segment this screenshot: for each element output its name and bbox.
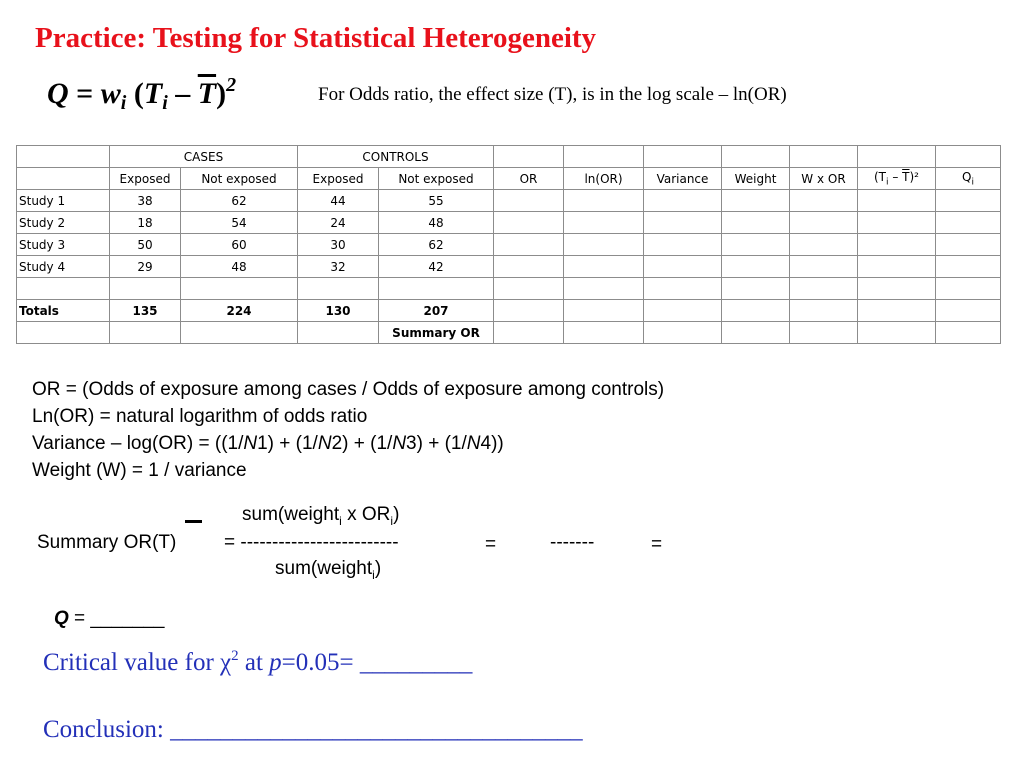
table-cell	[110, 278, 181, 300]
definition-weight: Weight (W) = 1 / variance	[32, 460, 247, 481]
q-blank: = _______	[68, 608, 165, 629]
table-cell	[494, 212, 564, 234]
numerator-sub: i	[339, 513, 342, 528]
col-header: ln(OR)	[564, 168, 644, 190]
summary-dashes: -------	[550, 532, 595, 553]
ti-sub: i	[886, 177, 889, 188]
table-cell: 32	[298, 256, 379, 278]
critical-p: p	[269, 649, 282, 676]
table-cell	[722, 190, 790, 212]
variance-part: 3) + (1/	[406, 433, 467, 454]
table-cell: 48	[181, 256, 298, 278]
table-cell: 24	[298, 212, 379, 234]
table-cell	[564, 322, 644, 344]
table-cell	[858, 212, 936, 234]
summary-denominator	[275, 558, 381, 582]
summary-or-label-text	[37, 532, 176, 554]
table-cell	[722, 256, 790, 278]
table-cell: 18	[110, 212, 181, 234]
table-cell	[644, 278, 722, 300]
summary-label: Summary OR(	[37, 532, 159, 553]
row-label: Study 2	[17, 212, 110, 234]
table-cell	[936, 190, 1001, 212]
summary-or-label: Summary OR	[379, 322, 494, 344]
table-cell	[564, 234, 644, 256]
col-header: OR	[494, 168, 564, 190]
summary-equals-1: =	[485, 534, 497, 555]
critical-text: Critical value for χ	[43, 649, 232, 676]
table-cell	[564, 212, 644, 234]
formula-exp: 2	[226, 74, 237, 96]
table-cell	[644, 322, 722, 344]
critical-sup: 2	[231, 648, 239, 664]
col-header: Variance	[644, 168, 722, 190]
table-cell	[858, 322, 936, 344]
critical-text: at	[238, 649, 270, 676]
formula-t-bar: $\overline{T}$	[197, 77, 217, 110]
summary-fraction-line: = -------------------------	[224, 532, 399, 553]
controls-header: CONTROLS	[298, 146, 494, 168]
table-row	[17, 190, 1001, 212]
ti-close: )²	[909, 169, 919, 184]
table-cell	[936, 278, 1001, 300]
variance-part: 4))	[480, 433, 504, 454]
table-cell	[936, 234, 1001, 256]
table-cell	[722, 234, 790, 256]
table-cell	[722, 146, 790, 168]
col-header: Not exposed	[181, 168, 298, 190]
col-header-ti	[858, 168, 936, 190]
table-cell	[644, 234, 722, 256]
table-cell	[858, 234, 936, 256]
table-cell	[181, 278, 298, 300]
formula-minus: –	[167, 77, 198, 110]
denominator-text: sum(weight	[275, 558, 373, 579]
table-cell	[858, 190, 936, 212]
q-answer-line	[54, 608, 164, 630]
table-cell	[722, 212, 790, 234]
table-cell: 30	[298, 234, 379, 256]
table-cell	[564, 278, 644, 300]
table-cell	[564, 146, 644, 168]
formula-t: T	[143, 77, 163, 110]
column-header-row	[17, 168, 1001, 190]
empty-row	[17, 278, 1001, 300]
table-cell	[564, 256, 644, 278]
formula-close: )	[216, 77, 227, 110]
table-cell	[494, 300, 564, 322]
summary-row	[17, 322, 1001, 344]
table-cell	[17, 278, 110, 300]
table-cell	[790, 234, 858, 256]
formula-open: (	[126, 77, 144, 110]
table-cell	[790, 146, 858, 168]
ti-bar: $\overline{T}$	[902, 169, 910, 184]
row-label: Study 4	[17, 256, 110, 278]
numerator-text: sum(weight	[242, 504, 340, 525]
table-cell	[494, 234, 564, 256]
formula-equals: =	[68, 77, 101, 110]
table-cell	[936, 212, 1001, 234]
table-cell: 130	[298, 300, 379, 322]
col-header: Exposed	[298, 168, 379, 190]
table-cell	[17, 146, 110, 168]
table-cell	[790, 300, 858, 322]
variance-part: 2) + (1/	[331, 433, 393, 454]
summary-numerator	[242, 504, 399, 528]
q-formula	[47, 74, 236, 115]
numerator-text: )	[393, 504, 400, 525]
table-cell: 55	[379, 190, 494, 212]
table-cell	[936, 256, 1001, 278]
variance-part: 1) + (1/	[257, 433, 318, 454]
table-cell: 54	[181, 212, 298, 234]
table-cell: 44	[298, 190, 379, 212]
table-cell	[644, 300, 722, 322]
table-cell: 62	[181, 190, 298, 212]
critical-text: =0.05= _________	[281, 649, 473, 676]
table-cell	[790, 256, 858, 278]
table-cell	[298, 278, 379, 300]
totals-label: Totals	[17, 300, 110, 322]
table-cell	[858, 300, 936, 322]
table-cell	[17, 168, 110, 190]
col-header: Not exposed	[379, 168, 494, 190]
numerator-text: x OR	[341, 504, 391, 525]
effect-size-note: For Odds ratio, the effect size (T), is in the log scale – ln(OR)	[318, 84, 787, 105]
table-cell	[858, 256, 936, 278]
table-cell	[644, 256, 722, 278]
table-cell: 224	[181, 300, 298, 322]
table-cell	[17, 322, 110, 344]
definition-ln-or: Ln(OR) = natural logarithm of odds ratio	[32, 406, 368, 427]
table-cell	[181, 322, 298, 344]
formula-q: Q	[47, 77, 69, 110]
table-row	[17, 212, 1001, 234]
table-cell	[494, 256, 564, 278]
definitions	[32, 376, 664, 484]
table-row	[17, 234, 1001, 256]
col-header: Exposed	[110, 168, 181, 190]
table-cell	[722, 300, 790, 322]
ti-open: (T	[873, 169, 886, 184]
qi-q: Q	[962, 169, 972, 184]
formula-sub-i-2: i	[162, 92, 168, 114]
table-cell	[936, 300, 1001, 322]
table-cell	[110, 322, 181, 344]
table-cell: 60	[181, 234, 298, 256]
col-header: Weight	[722, 168, 790, 190]
table-cell	[936, 146, 1001, 168]
table-cell	[494, 146, 564, 168]
table-cell	[790, 212, 858, 234]
table-cell: 50	[110, 234, 181, 256]
variance-n: N	[243, 433, 258, 454]
table-cell: 62	[379, 234, 494, 256]
table-cell: 29	[110, 256, 181, 278]
ti-mid: –	[888, 169, 903, 184]
table-cell	[564, 300, 644, 322]
table-cell	[494, 322, 564, 344]
table-cell	[644, 146, 722, 168]
table-cell: 42	[379, 256, 494, 278]
table-cell	[644, 190, 722, 212]
table-cell	[494, 278, 564, 300]
table-cell: 135	[110, 300, 181, 322]
table-cell	[858, 146, 936, 168]
conclusion-line: Conclusion: _________________________________	[43, 716, 583, 743]
denominator-text: )	[374, 558, 382, 579]
table-cell: 207	[379, 300, 494, 322]
numerator-sub: i	[390, 513, 394, 528]
summary-t-bar-mark	[185, 520, 202, 523]
qi-sub: i	[971, 177, 974, 188]
table-cell	[858, 278, 936, 300]
row-label: Study 1	[17, 190, 110, 212]
table-cell	[790, 190, 858, 212]
summary-equals-2: =	[651, 534, 663, 555]
table-cell	[936, 322, 1001, 344]
row-label: Study 3	[17, 234, 110, 256]
definition-or: OR = (Odds of exposure among cases / Odds of exposure among controls)	[32, 379, 665, 400]
totals-row	[17, 300, 1001, 322]
summary-t: T	[158, 532, 171, 553]
cases-header: CASES	[110, 146, 298, 168]
table-cell	[494, 190, 564, 212]
table-cell	[644, 212, 722, 234]
col-header: W x OR	[790, 168, 858, 190]
variance-n: N	[317, 433, 332, 454]
formula-w: w	[100, 77, 121, 110]
variance-n: N	[466, 433, 481, 454]
table-row	[17, 256, 1001, 278]
table-cell	[298, 322, 379, 344]
table-cell: 48	[379, 212, 494, 234]
table-cell	[722, 322, 790, 344]
table-cell	[790, 278, 858, 300]
table-cell	[722, 278, 790, 300]
definition-variance	[32, 430, 664, 457]
table-cell: 38	[110, 190, 181, 212]
col-header-qi	[936, 168, 1001, 190]
heterogeneity-table	[16, 145, 1001, 344]
table-cell	[790, 322, 858, 344]
group-header-row	[17, 146, 1001, 168]
table-cell	[564, 190, 644, 212]
variance-n: N	[392, 433, 407, 454]
formula-sub-i: i	[120, 92, 127, 114]
critical-value-line	[43, 648, 472, 677]
variance-part: Variance – log(OR) = ((1/	[32, 433, 244, 454]
denominator-sub: i	[372, 567, 375, 582]
table-cell	[379, 278, 494, 300]
page-title: Practice: Testing for Statistical Heterogeneity	[35, 22, 597, 54]
q-symbol: Q	[54, 608, 69, 629]
summary-close: )	[170, 532, 177, 553]
